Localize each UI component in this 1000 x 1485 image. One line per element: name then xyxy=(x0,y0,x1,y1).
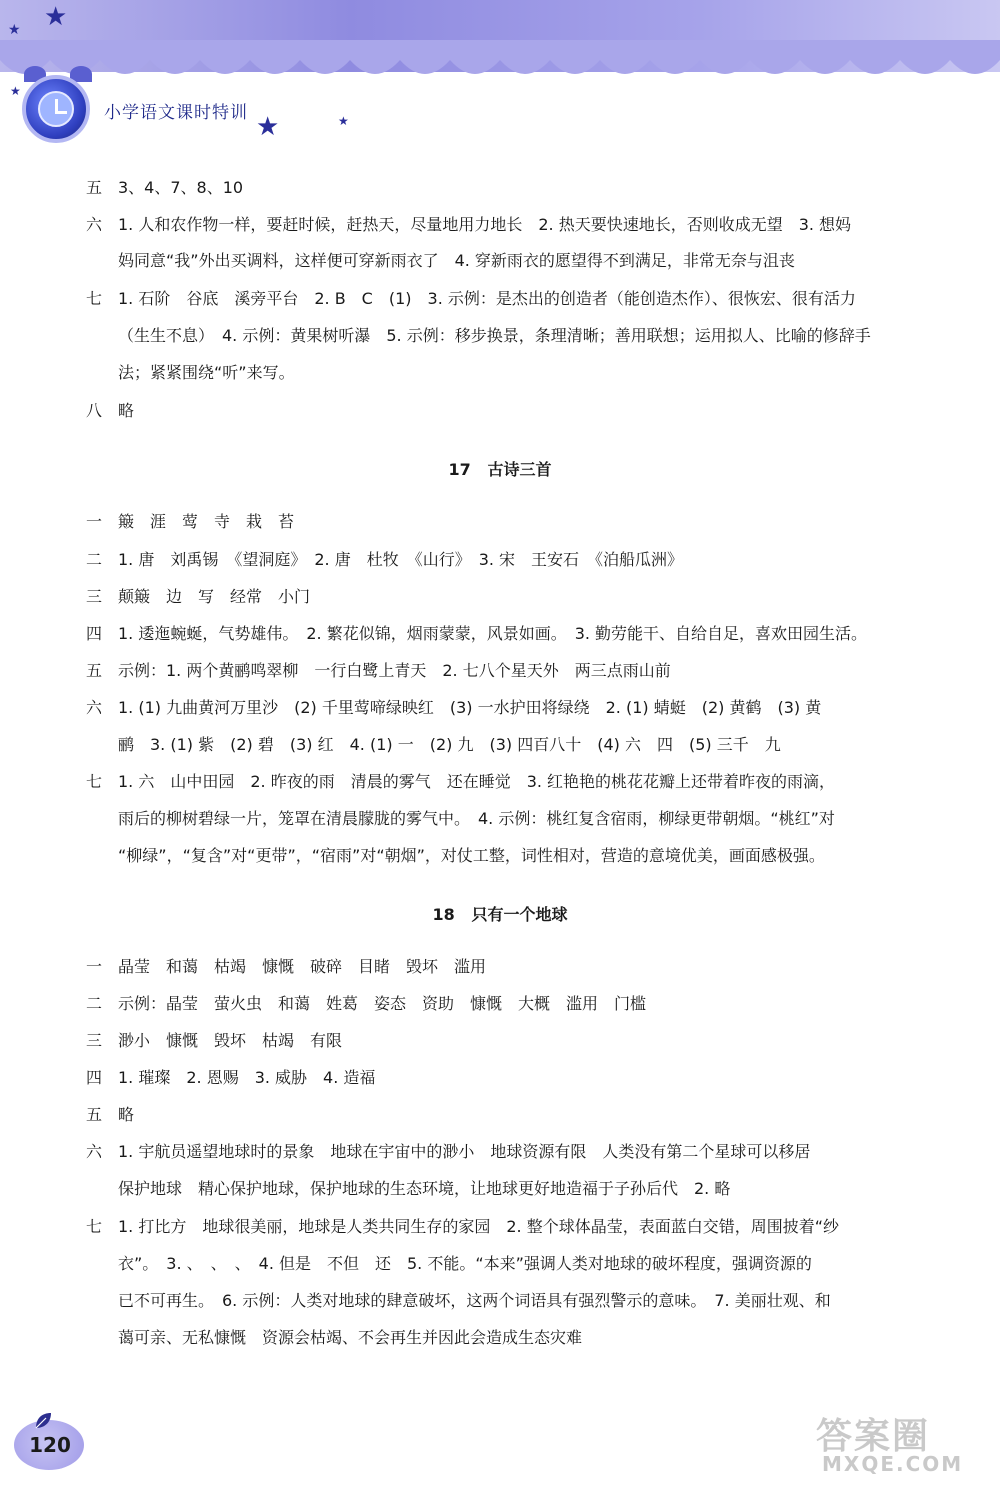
section-number: 18 xyxy=(432,905,455,924)
header-scallop xyxy=(0,40,1000,90)
section-name: 古诗三首 xyxy=(487,460,552,479)
answer-line: 一 簸 涯 莺 寺 栽 苔 xyxy=(86,512,295,531)
answer-line: 蔼可亲、无私慷慨 资源会枯竭、不会再生并因此会造成生态灾难 xyxy=(118,1328,583,1347)
section-title xyxy=(0,457,1000,480)
section-title xyxy=(0,902,1000,925)
answer-line: “柳绿”，“复含”对“更带”，“宿雨”对“朝烟”，对仗工整，词性相对，营造的意境优美，画面感极强。 xyxy=(118,846,825,865)
answer-line: 三 颠簸 边 写 经常 小门 xyxy=(86,587,311,606)
answer-line: 保护地球 精心保护地球，保护地球的生态环境，让地球更好地造福于子孙后代 2. 略 xyxy=(118,1179,731,1198)
alarm-clock-icon xyxy=(22,75,90,143)
star-icon: ★ xyxy=(10,84,21,98)
answer-line: 八 略 xyxy=(86,401,135,420)
answer-line: 五 略 xyxy=(86,1105,135,1124)
answer-line: 法；紧紧围绕“听”来写。 xyxy=(118,363,295,382)
answer-line: 五 3、4、7、8、10 xyxy=(86,178,244,197)
answer-line: 七 1. 石阶 谷底 溪旁平台 2. B C (1) 3. 示例：是杰出的创造者（能创造杰作）、很恢宏、很有活力 xyxy=(86,289,856,308)
answer-line: 雨后的柳树碧绿一片，笼罩在清晨朦胧的雾气中。 4. 示例：桃红复含宿雨，柳绿更带朝烟。“桃红”对 xyxy=(118,809,835,828)
page-number: 120 xyxy=(29,1433,71,1457)
star-icon: ★ xyxy=(44,2,68,32)
answer-line: 六 1. 宇航员遥望地球时的景象 地球在宇宙中的渺小 地球资源有限 人类没有第二个星球可以移居 xyxy=(86,1142,811,1161)
watermark-main: 答案圈 xyxy=(816,1416,931,1457)
answer-line: 四 1. 逶迤蜿蜒，气势雄伟。 2. 繁花似锦，烟雨蒙蒙，风景如画。 3. 勤劳能干、自给自足，喜欢田园生活。 xyxy=(86,624,868,643)
answer-line: 七 1. 六 山中田园 2. 昨夜的雨 清晨的雾气 还在睡觉 3. 红艳艳的桃花花瓣上还带着昨夜的雨滴， xyxy=(86,772,836,791)
answer-line: 六 1. (1) 九曲黄河万里沙 (2) 千里莺啼绿映红 (3) 一水护田将绿绕 2. (1) 蜻蜓 (2) 黄鹤 (3) 黄 xyxy=(86,698,822,717)
star-icon: ★ xyxy=(256,112,280,142)
section-name: 只有一个地球 xyxy=(471,905,568,924)
star-icon: ★ xyxy=(338,114,349,128)
answer-line: 五 示例：1. 两个黄鹂鸣翠柳 一行白鹭上青天 2. 七八个星天外 两三点雨山前 xyxy=(86,661,671,680)
watermark xyxy=(812,1408,962,1478)
clock-hand xyxy=(55,111,67,114)
answer-line: 六 1. 人和农作物一样，要赶时候，赶热天，尽量地用力地长 2. 热天要快速地长，否则收成无望 3. 想妈 xyxy=(86,215,852,234)
watermark-sub: MXQE.COM xyxy=(822,1452,964,1476)
answer-line: 四 1. 璀璨 2. 恩赐 3. 威胁 4. 造福 xyxy=(86,1068,376,1087)
section-number: 17 xyxy=(448,460,471,479)
answer-line: 衣”。 3. 、 、 、 4. 但是 不但 还 5. 不能。“本来”强调人类对地球的破坏程度，强调资源的 xyxy=(118,1254,812,1273)
answer-line: 鹂 3. (1) 紫 (2) 碧 (3) 红 4. (1) 一 (2) 九 (3) 四百八十 (4) 六 四 (5) 三千 九 xyxy=(118,735,781,754)
answer-line: 三 渺小 慷慨 毁坏 枯竭 有限 xyxy=(86,1031,343,1050)
series-title: 小学语文课时特训 xyxy=(104,103,248,123)
answer-line: 七 1. 打比方 地球很美丽，地球是人类共同生存的家园 2. 整个球体晶莹，表面蓝白交错，周围披着“纱 xyxy=(86,1217,839,1236)
answer-line: （生生不息） 4. 示例：黄果树听瀑 5. 示例：移步换景，条理清晰；善用联想；运用拟人、比喻的修辞手 xyxy=(118,326,871,345)
answer-line: 二 示例：晶莹 萤火虫 和蔼 姓葛 姿态 资助 慷慨 大概 滥用 门槛 xyxy=(86,994,647,1013)
answer-line: 一 晶莹 和蔼 枯竭 慷慨 破碎 目睹 毁坏 滥用 xyxy=(86,957,487,976)
answer-line: 妈同意“我”外出买调料，这样便可穿新雨衣了 4. 穿新雨衣的愿望得不到满足，非常无奈与沮丧 xyxy=(118,251,795,270)
answer-line: 已不可再生。 6. 示例：人类对地球的肆意破坏，这两个词语具有强烈警示的意味。 7. 美丽壮观、和 xyxy=(118,1291,831,1310)
star-icon: ★ xyxy=(8,22,21,38)
leaf-icon xyxy=(32,1410,54,1432)
answer-line: 二 1. 唐 刘禹锡 《望洞庭》 2. 唐 杜牧 《山行》 3. 宋 王安石 《泊船瓜洲》 xyxy=(86,550,684,569)
